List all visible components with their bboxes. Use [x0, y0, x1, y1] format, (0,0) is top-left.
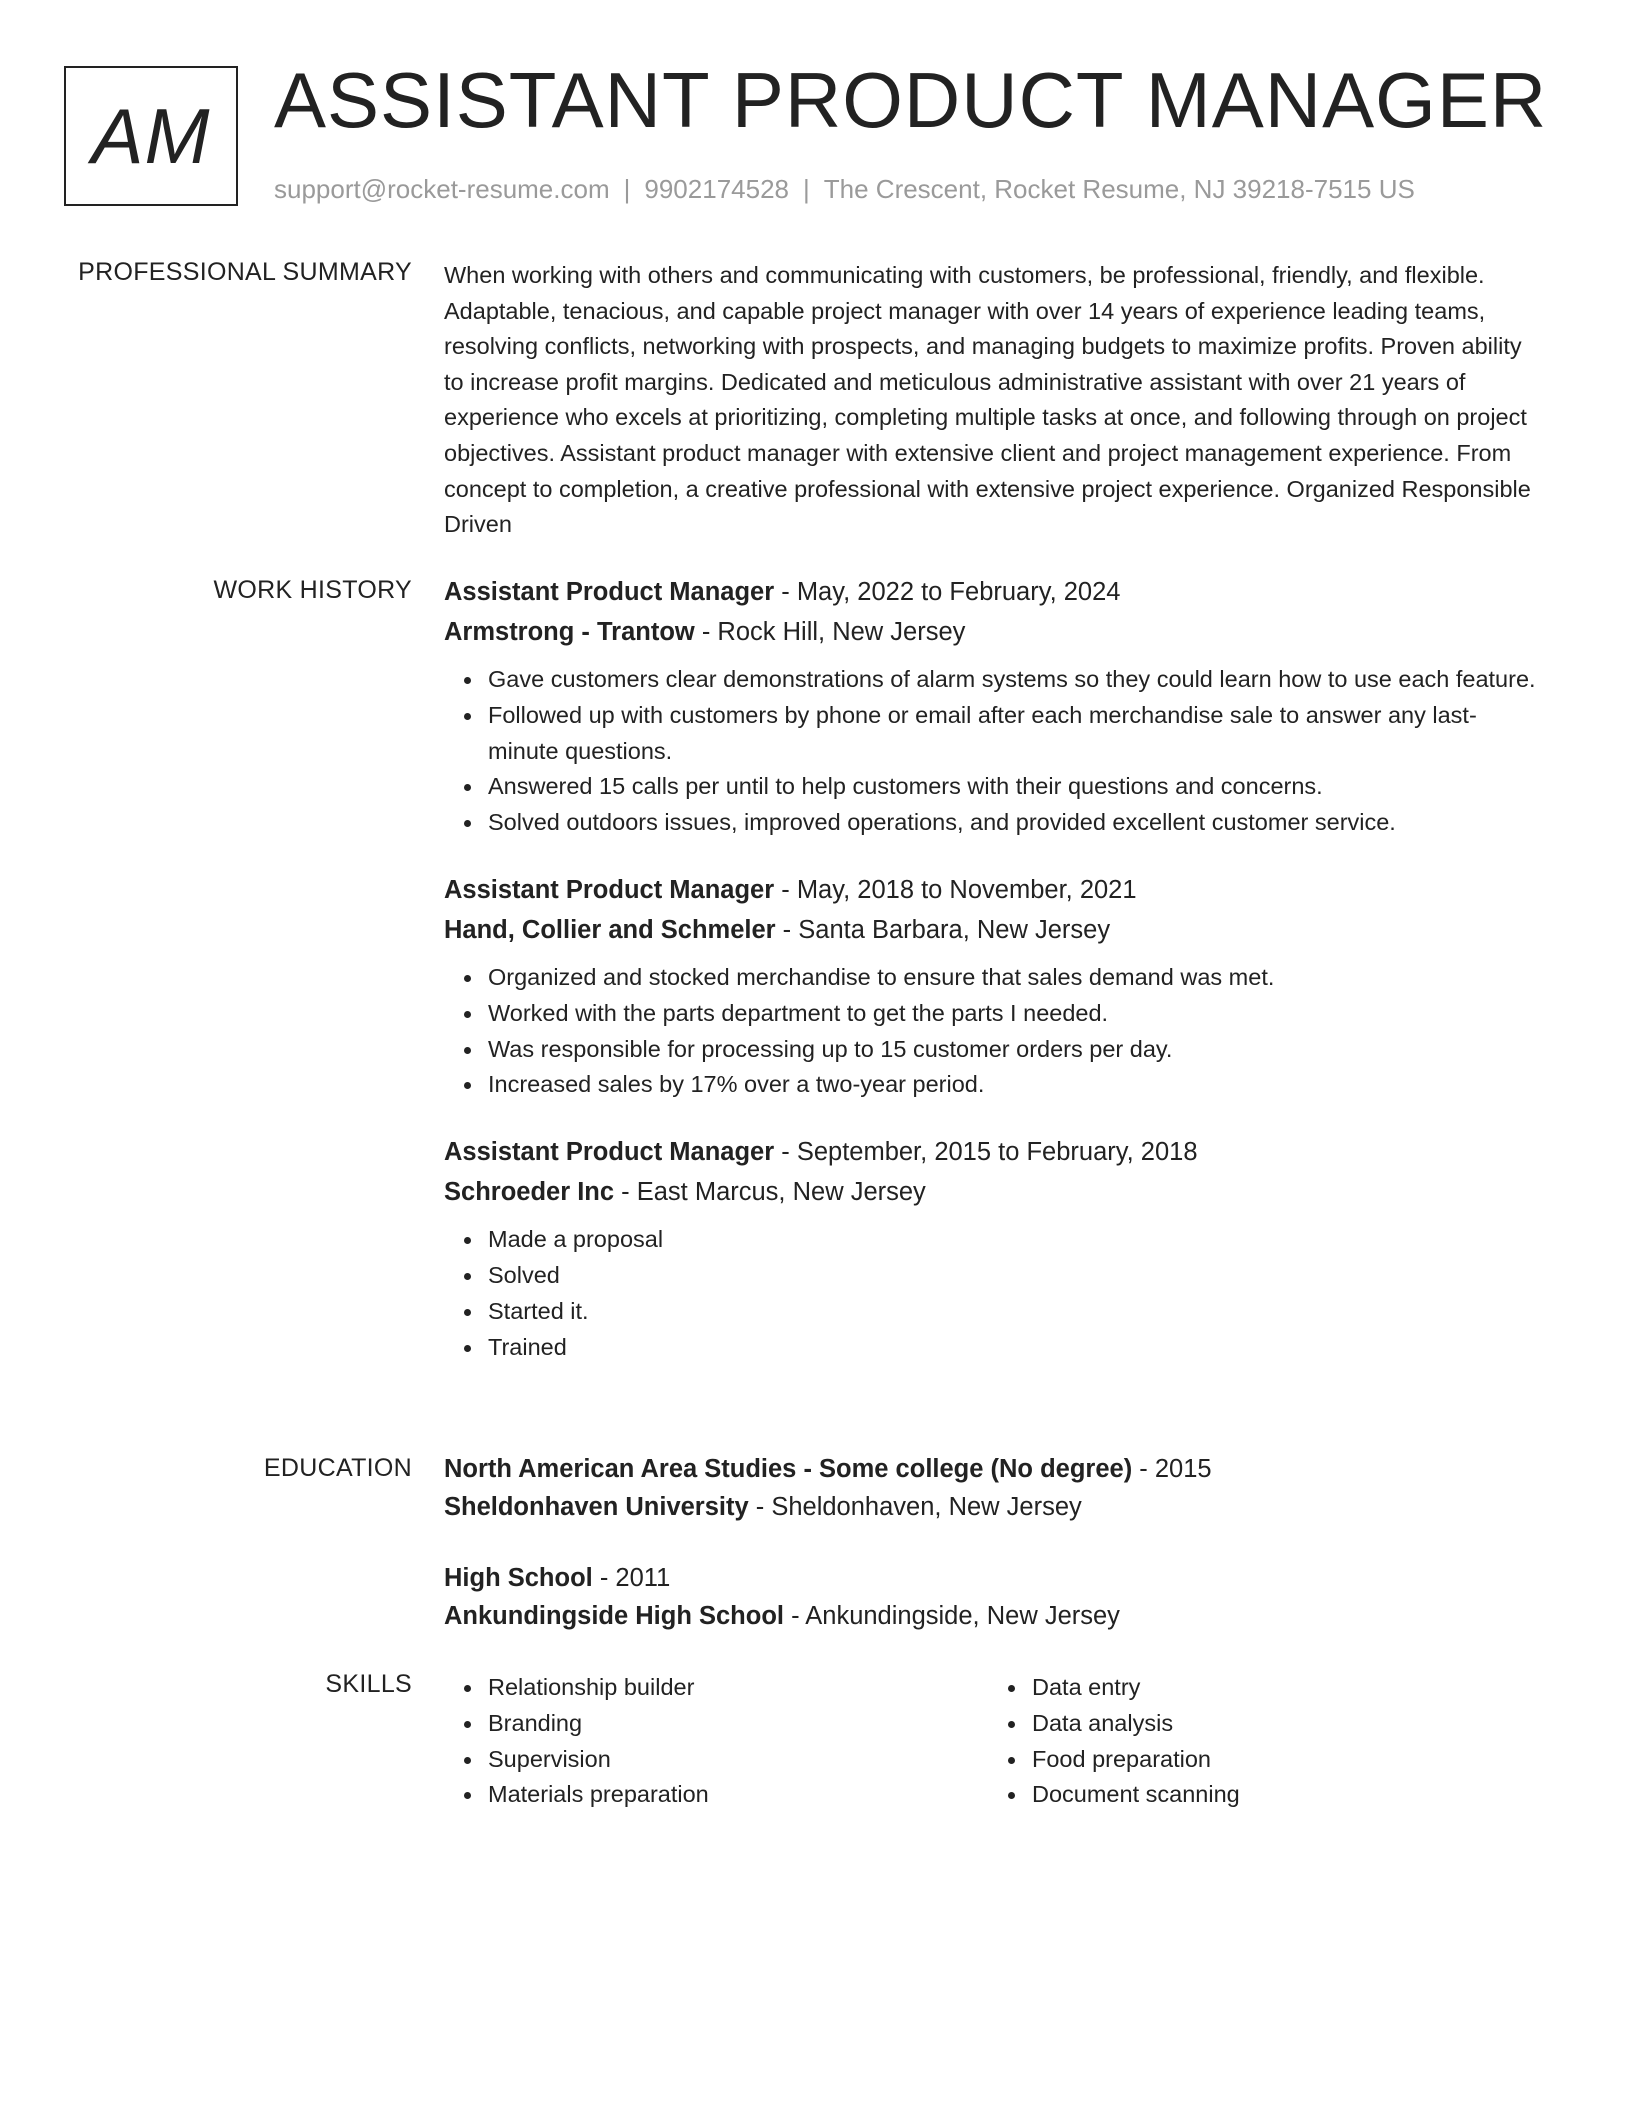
education-location: - Sheldonhaven, New Jersey — [748, 1493, 1082, 1521]
skills-column-left — [444, 1670, 988, 1813]
summary-body — [444, 258, 1544, 543]
page-title: ASSISTANT PRODUCT MANAGER — [274, 56, 1548, 144]
contact-line — [274, 174, 1415, 205]
job-bullet: Worked with the parts department to get the parts I needed. — [488, 996, 1544, 1032]
job-dates: - May, 2018 to November, 2021 — [774, 875, 1137, 904]
job-title-line — [444, 870, 1544, 910]
contact-separator: | — [803, 174, 810, 204]
job-entry — [444, 870, 1544, 1103]
education-degree-line — [444, 1450, 1544, 1488]
job-bullet-list — [444, 960, 1544, 1103]
job-bullet: Answered 15 calls per until to help customers with their questions and concerns. — [488, 769, 1544, 805]
section-label-skills: SKILLS — [325, 1670, 412, 1698]
skill-item: Relationship builder — [488, 1670, 988, 1706]
skill-item: Data entry — [1032, 1670, 1532, 1706]
job-bullet: Made a proposal — [488, 1222, 1544, 1258]
skill-item: Materials preparation — [488, 1777, 988, 1813]
job-entry — [444, 572, 1544, 841]
job-title: Assistant Product Manager — [444, 578, 775, 606]
job-company: Armstrong - Trantow — [444, 618, 695, 646]
section-label-work-history: WORK HISTORY — [213, 576, 412, 604]
skills-grid — [444, 1670, 1544, 1813]
education-entry — [444, 1559, 1544, 1635]
job-bullet: Trained — [488, 1330, 1544, 1366]
contact-address: The Crescent, Rocket Resume, NJ 39218-7515 US — [823, 174, 1415, 204]
education-school-line — [444, 1597, 1544, 1635]
job-bullet: Was responsible for processing up to 15 customer orders per day. — [488, 1032, 1544, 1068]
job-entry — [444, 1132, 1544, 1365]
job-location: - Santa Barbara, New Jersey — [775, 915, 1111, 944]
job-bullet: Solved — [488, 1258, 1544, 1294]
job-bullet-list — [444, 662, 1544, 841]
contact-email[interactable]: support@rocket-resume.com — [274, 174, 610, 204]
section-label-education: EDUCATION — [263, 1454, 412, 1482]
contact-phone[interactable]: 9902174528 — [644, 174, 789, 204]
job-bullet-list — [444, 1222, 1544, 1365]
skills-list — [444, 1670, 988, 1813]
education-year: - 2011 — [592, 1564, 671, 1592]
job-bullet: Solved outdoors issues, improved operations, and provided excellent customer service. — [488, 805, 1544, 841]
job-bullet: Started it. — [488, 1294, 1544, 1330]
contact-separator: | — [623, 174, 631, 204]
resume-header — [64, 56, 1568, 210]
job-bullet: Increased sales by 17% over a two-year period. — [488, 1067, 1544, 1103]
skill-item: Document scanning — [1032, 1777, 1532, 1813]
skill-item: Branding — [488, 1706, 988, 1742]
skills-column-right — [988, 1670, 1532, 1813]
job-title-line — [444, 572, 1544, 612]
education-school-line — [444, 1488, 1544, 1526]
job-bullet: Followed up with customers by phone or email after each merchandise sale to answer any last-minute questions. — [488, 698, 1544, 770]
job-location: - Rock Hill, New Jersey — [694, 618, 966, 646]
education-degree: North American Area Studies - Some college (No degree) — [444, 1455, 1133, 1483]
job-location: - East Marcus, New Jersey — [614, 1178, 926, 1207]
summary-text: When working with others and communicating with customers, be professional, friendly, and flexible. Adaptable, tenacious, and capable project manager with over 14 years of experience leading teams, resolving conflicts, networking with prospects, and managing budgets to maximize profits. Proven ability to increase profit margins. Dedicated and meticulous administrative assistant with over 21 years of experience who excels at prioritizing, completing multiple tasks at once, and following through on project objectives. Assistant product manager with extensive client and project management experience. From concept to completion, a creative professional with extensive project experience. Organized Responsible Driven — [444, 262, 1531, 538]
education-school: Sheldonhaven University — [444, 1493, 749, 1521]
job-company-line — [444, 1172, 1544, 1212]
job-title-line — [444, 1132, 1544, 1172]
education-body — [444, 1450, 1544, 1635]
skills-list — [988, 1670, 1532, 1813]
skill-item: Food preparation — [1032, 1742, 1532, 1778]
job-company-line — [444, 910, 1544, 950]
job-company-line — [444, 612, 1544, 652]
skill-item: Data analysis — [1032, 1706, 1532, 1742]
education-degree-line — [444, 1559, 1544, 1597]
job-bullet: Gave customers clear demonstrations of alarm systems so they could learn how to use each feature. — [488, 662, 1544, 698]
section-label-summary: PROFESSIONAL SUMMARY — [78, 258, 412, 286]
job-title: Assistant Product Manager — [444, 1138, 775, 1167]
education-degree: High School — [444, 1564, 593, 1592]
job-company: Schroeder Inc — [444, 1178, 615, 1207]
education-school: Ankundingside High School — [444, 1602, 784, 1630]
job-company: Hand, Collier and Schmeler — [444, 915, 776, 944]
education-entry — [444, 1450, 1544, 1526]
job-dates: - September, 2015 to February, 2018 — [774, 1138, 1198, 1167]
job-dates: - May, 2022 to February, 2024 — [774, 578, 1121, 606]
monogram-box: AM — [64, 66, 238, 206]
job-title: Assistant Product Manager — [444, 875, 775, 904]
work-history-body — [444, 572, 1544, 1365]
skills-body — [444, 1670, 1544, 1813]
education-location: - Ankundingside, New Jersey — [784, 1602, 1120, 1630]
skill-item: Supervision — [488, 1742, 988, 1778]
education-year: - 2015 — [1132, 1455, 1212, 1483]
job-bullet: Organized and stocked merchandise to ensure that sales demand was met. — [488, 960, 1544, 996]
